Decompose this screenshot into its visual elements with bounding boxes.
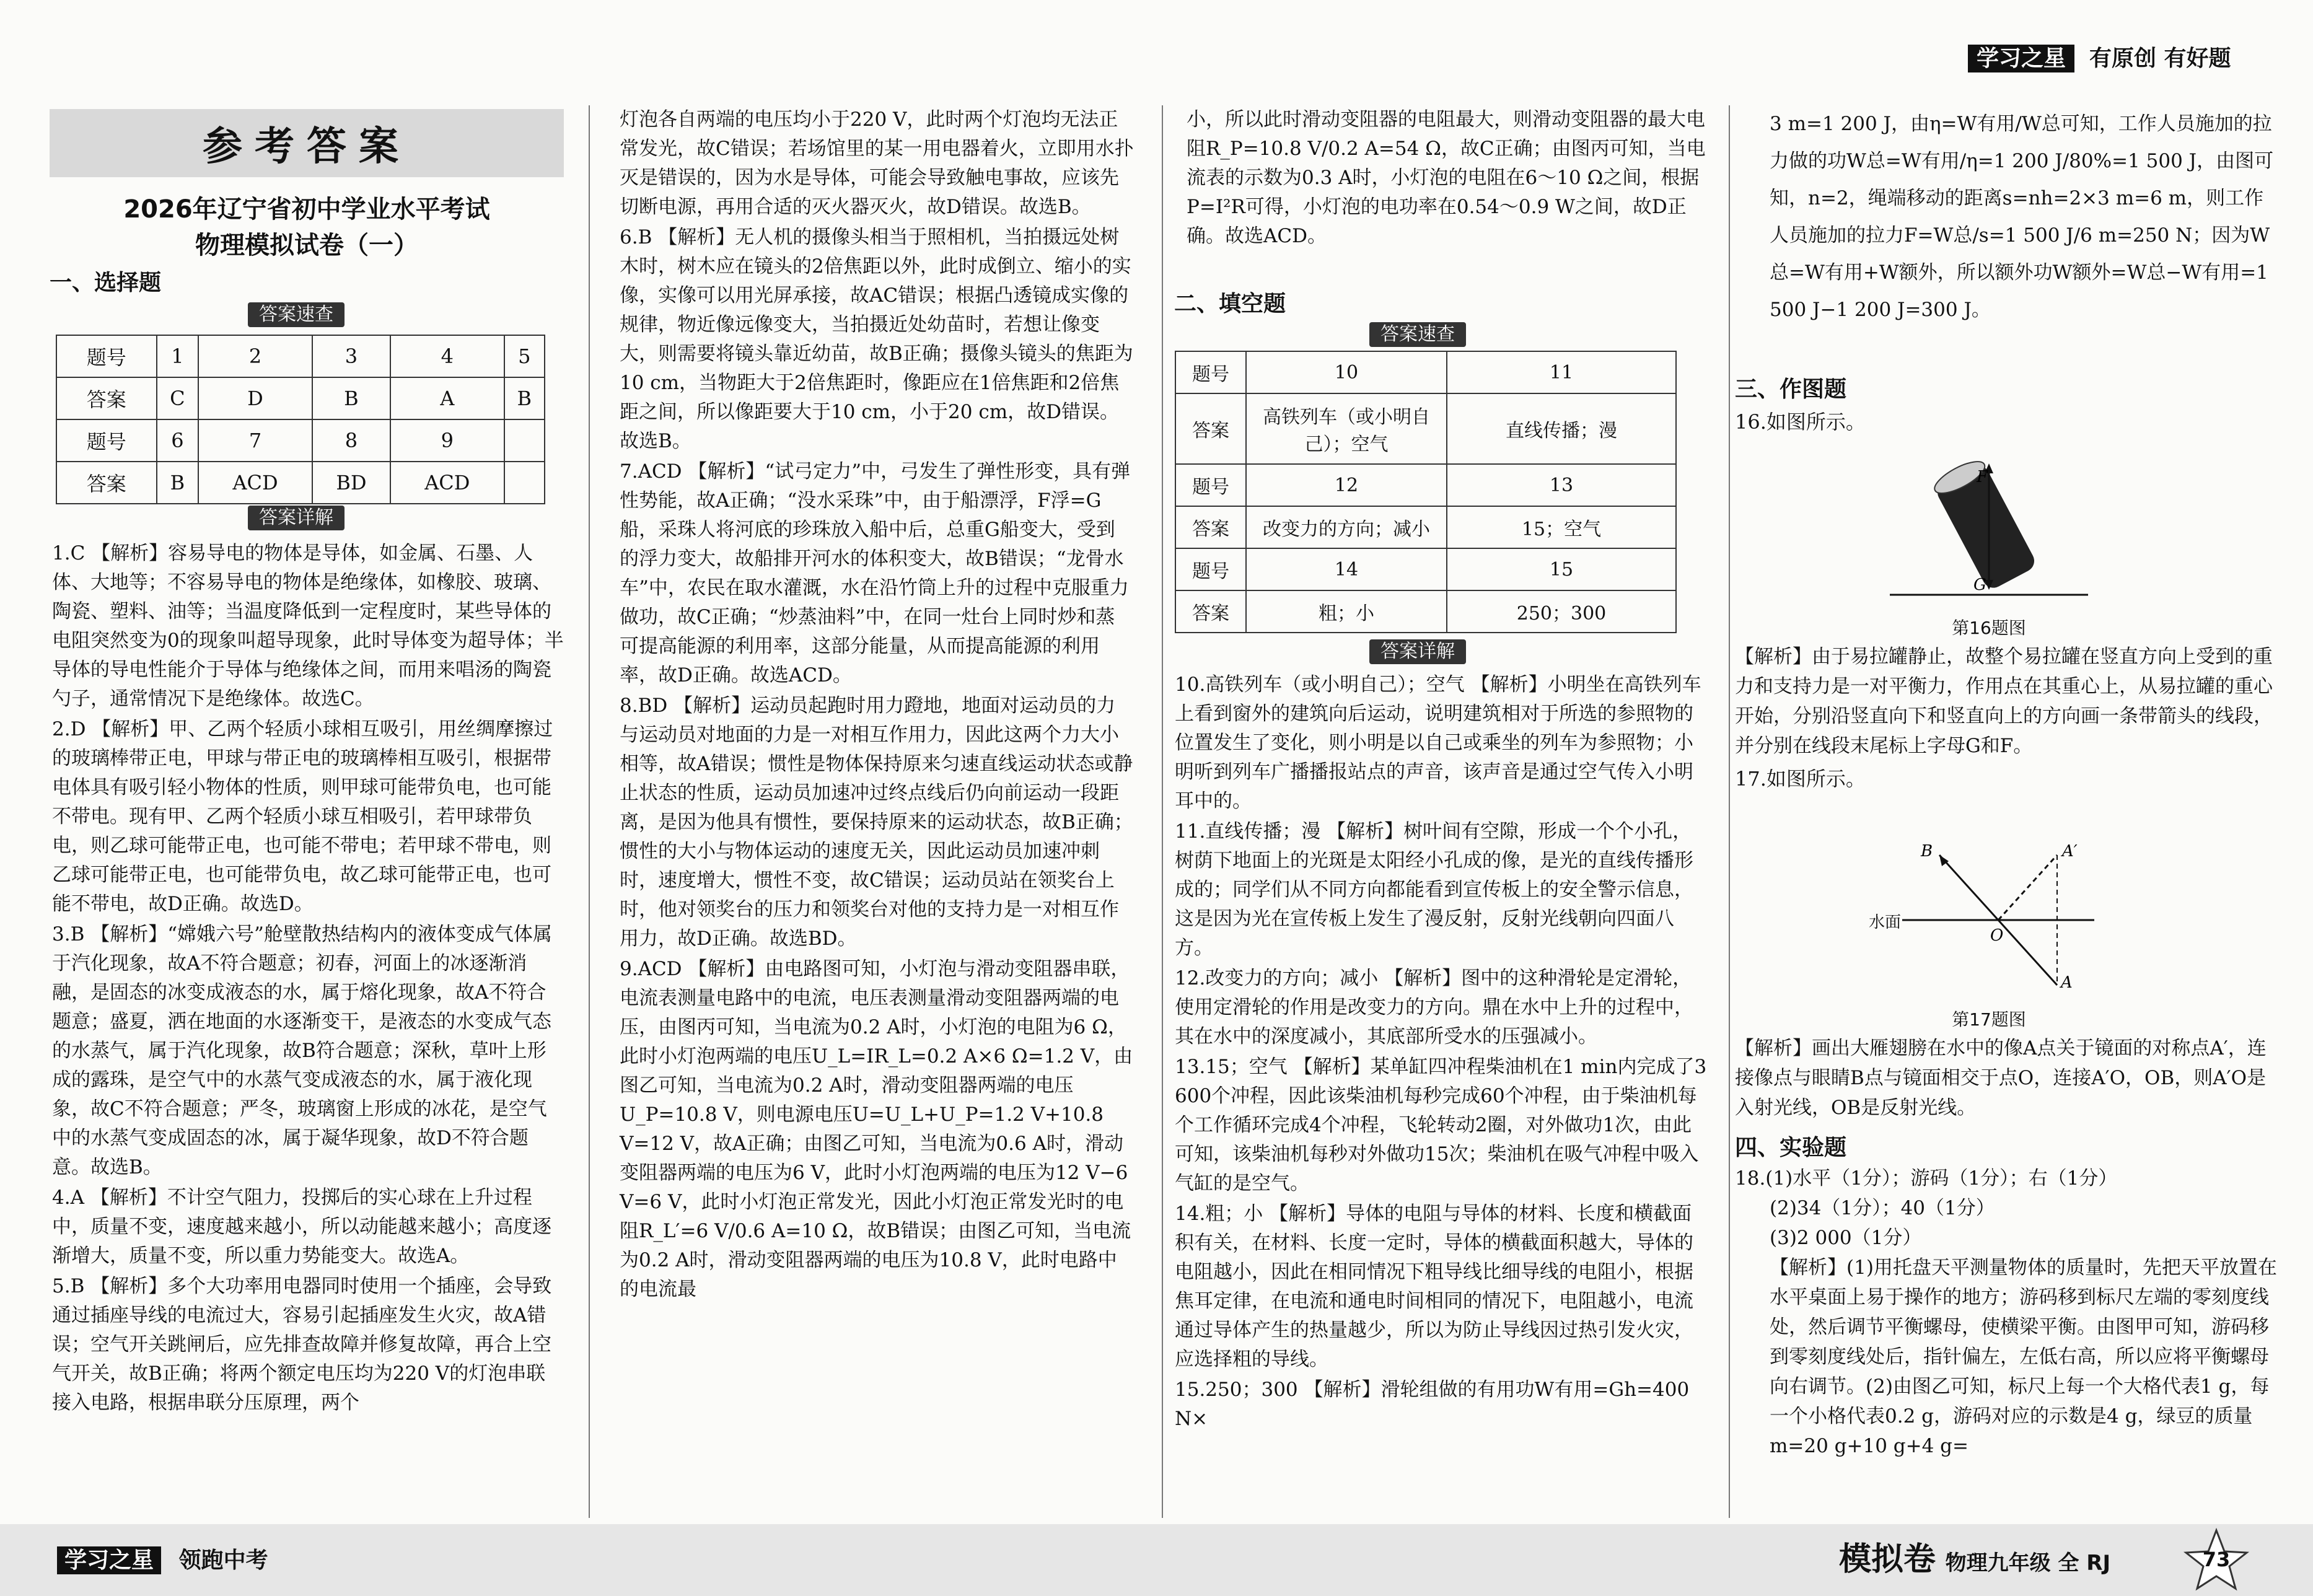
table-cell: 答案 — [56, 462, 157, 504]
table-row — [1175, 506, 1676, 548]
section-fill: 二、填空题 — [1174, 291, 1286, 317]
table-cell: 答案 — [1175, 590, 1246, 633]
column-divider — [589, 105, 590, 1518]
quick-label-text: 答案速查 — [248, 302, 345, 327]
table-row — [1175, 464, 1676, 506]
answer-18-line2: (2)34（1分）；40（1分） — [1770, 1197, 1995, 1219]
answer-18-line1: 18.(1)水平（1分）；游码（1分）；右（1分） — [1735, 1167, 2118, 1190]
footer-left — [57, 1545, 268, 1576]
footer-subject: 物理九年级 全 RJ — [1945, 1551, 2111, 1576]
table-cell: C — [157, 377, 199, 419]
answer-18-block — [1735, 1164, 2280, 1461]
answer-paragraph: 1.C 【解析】容易导电的物体是导体，如金属、石墨、人体、大地等；不容易导电的物体是绝缘体，如橡胶、玻璃、陶瓷、塑料、油等；当温度降低到一定程度时，某些导体的电阻突然变为0的现象叫超导现象，此时导体变为超导体；半导体的导电性能介于导体与绝缘体之间，而用来唱汤的陶瓷勺子，通常情况下是绝缘体。故选C。 — [52, 542, 564, 710]
table-cell: 直线传播；漫 — [1447, 393, 1676, 464]
col1-text — [52, 539, 564, 1419]
label-G: G — [1973, 576, 1986, 594]
page-number: 73 — [2202, 1548, 2231, 1571]
water-surface-label: 水面 — [1869, 913, 1902, 932]
table-cell: ACD — [390, 462, 504, 504]
table-cell: 粗；小 — [1246, 590, 1447, 633]
footer-brand-logo: 学习之星 — [57, 1546, 161, 1574]
answer-17: 【解析】画出大雁翅膀在水中的像A点关于镜面的对称点A′，连接像点与眼睛B点与镜面相交于点O，连接A′O，OB，则A′O是入射光线，OB是反射光线。 — [1735, 1037, 2267, 1119]
quick-label — [1369, 322, 1466, 347]
table-cell: D — [198, 377, 312, 419]
figure-17-caption: 第17题图 — [1952, 1009, 2026, 1030]
answer-paragraph: 9.ACD 【解析】由电路图可知，小灯泡与滑动变阻器串联，电流表测量电路中的电流，电压表测量滑动变阻器两端的电压，由图丙可知，当电流为0.2 A时，小灯泡的电阻为6 Ω，此时小灯泡两端的电压U_L=IR_L=0.2 A×6 Ω=1.2 V，由图乙可知，当电流为0.2 A时，滑动变阻器两端的电压U_P=10.8 V，则电源电压U=U_L+U_P=1.2 V+10.8 V=12 V，故A正确；由图乙可知，当电流为0.6 A时，滑动变阻器两端的电压为6 V，此时小灯泡两端的电压为12 V−6 V=6 V，此时小灯泡正常发光，因此小灯泡正常发光时的电阻R_L′=6 V/0.6 A=10 Ω，故B错误；由图乙可知，当电流为0.2 A时，滑动变阻器两端的电压为10.8 V，此时电路中的电流最 — [620, 958, 1133, 1300]
table-cell — [504, 462, 545, 504]
answer-paragraph: 小，所以此时滑动变阻器的电阻最大，则滑动变阻器的最大电阻R_P=10.8 V/0.2 A=54 Ω，故C正确；由图丙可知，当电流表的示数为0.3 A时，小灯泡的电阻在6～10 Ω之间，根据P=I²R可得，小灯泡的电功率在0.54～0.9 W之间，故D正确。故选ACD。 — [1187, 108, 1706, 247]
table-cell: 15；空气 — [1447, 506, 1676, 548]
footer-left-text: 领跑中考 — [178, 1548, 268, 1573]
answer-paragraph: 灯泡各自两端的电压均小于220 V，此时两个灯泡均无法正常发光，故C错误；若场馆里的某一用电器着火，立即用水扑灭是错误的，因为水是导体，可能会导致触电事故，应该先切断电源，再用合适的灭火器灭火，故D错误。故选B。 — [620, 108, 1134, 218]
label-F: F — [1977, 468, 1988, 486]
answer-paragraph: 3.B 【解析】“嫦娥六号”舱壁散热结构内的液体变成气体属于汽化现象，故A不符合题意；初春，河面上的冰逐渐消融，是固态的冰变成液态的水，属于熔化现象，故A不符合题意；盛夏，洒在地面的水逐渐变干，是液态的水变成气态的水蒸气，属于汽化现象，故B符合题意；深秋，草叶上形成的露珠，是空气中的水蒸气变成液态的水，属于液化现象，故C不符合题意；严冬，玻璃窗上形成的冰花，是空气中的水蒸气变成固态的冰，属于凝华现象，故D不符合题意。故选B。 — [52, 923, 552, 1178]
answer-18-analysis: 【解析】(1)用托盘天平测量物体的质量时，先把天平放置在水平桌面上易于操作的地方；游码移到标尺左端的零刻度线处，然后调节平衡螺母，使横梁平衡。由图甲可知，游码移到零刻度线处后，指针偏左，左低右高，所以应将平衡螺母向右调节。(2)由图乙可知，标尺上每一个大格代表1 g，每一个小格代表0.2 g，游码对应的示数是4 g，绿豆的质量m=20 g+10 g+4 g= — [1770, 1256, 2277, 1457]
table-cell: 答案 — [56, 377, 157, 419]
table-cell: 5 — [504, 335, 545, 377]
answer-paragraph: 14.粗；小 【解析】导体的电阻与导体的材料、长度和横截面积有关，在材料、长度一定时，导体的横截面积越大，导体的电阻越小，因此在相同情况下粗导线比细导线的电阻小，根据焦耳定律，在电流和通电时间相同的情况下，电阻越小，电流通过导体产生的热量越少，所以为防止导线因过热引发火灾，应选择粗的导线。 — [1175, 1203, 1693, 1370]
table-cell: 3 — [312, 335, 390, 377]
answer-paragraph: 7.ACD 【解析】“试弓定力”中，弓发生了弹性形变，具有弹性势能，故A正确；“没水采珠”中，由于船漂浮，F浮=G船，采珠人将河底的珍珠放入船中后，总重G船变大，受到的浮力变大，故船排开河水的体积变大，故B错误；“龙骨水车”中，农民在取水灌溉，水在沿竹筒上升的过程中克服重力做功，故C正确；“炒蒸油料”中，在同一灶台上同时炒和蒸可提高能源的利用率，这部分能量，从而提高能源的利用率，故D正确。故选ACD。 — [620, 460, 1131, 686]
answer-paragraph: 6.B 【解析】无人机的摄像头相当于照相机，当拍摄远处树木时，树木应在镜头的2倍焦距以外，此时成倒立、缩小的实像，实像可以用光屏承接，故AC错误；根据凸透镜成实像的规律，物近像远像变大，当拍摄近处幼苗时，若想让像变大，则需要将镜头靠近幼苗，故B正确；摄像头镜头的焦距为10 cm，当物距大于2倍焦距时，像距应在1倍焦距和2倍焦距之间，所以像距要大于10 cm，小于20 cm，故D错误。故选B。 — [620, 226, 1133, 452]
header-slogan: 有原创 有好题 — [2089, 46, 2231, 71]
table-cell: 改变力的方向；减小 — [1246, 506, 1447, 548]
table-cell: 15 — [1447, 548, 1676, 590]
detail-label-text: 答案详解 — [1369, 639, 1466, 664]
answer-16: 【解析】由于易拉罐静止，故整个易拉罐在竖直方向上受到的重力和支持力是一对平衡力，作用点在其重心上，从易拉罐的重心开始，分别沿竖直向下和竖直向上的方向画一条带箭头的线段，并分别在线段末尾标上字母G和F。 — [1735, 646, 2273, 757]
label-O: O — [1990, 926, 2004, 945]
label-B: B — [1921, 843, 1933, 861]
table-cell: 题号 — [56, 335, 157, 377]
footer-right — [1839, 1538, 2110, 1581]
table-cell: ACD — [198, 462, 312, 504]
figure-17-reflection — [1877, 843, 2113, 1004]
label-A-prime: A′ — [2062, 843, 2078, 861]
reflected-ray — [1939, 855, 1998, 920]
section-drawing: 三、作图题 — [1735, 377, 1847, 402]
answer-paragraph: 12.改变力的方向；减小 【解析】图中的这种滑轮是定滑轮，使用定滑轮的作用是改变力的方向。鼎在水中上升的过程中，其在水中的深度减小，其底部所受水的压强减小。 — [1175, 967, 1693, 1048]
question-17: 17.如图所示。 — [1735, 767, 1866, 791]
table-row — [1175, 548, 1676, 590]
answer-table-fill — [1175, 351, 1677, 633]
figure-16-can — [1884, 440, 2094, 607]
answer-paragraph: 2.D 【解析】甲、乙两个轻质小球相互吸引，用丝绸摩擦过的玻璃棒带正电，甲球与带正电的玻璃棒相互吸引，根据带电体具有吸引轻小物体的性质，则甲球可能带负电，也可能不带电。现有甲、乙两个轻质小球互相吸引，若甲球带负电，则乙球可能带正电，也可能不带电；若甲球不带电，则乙球可能带正电，也可能带负电，故乙球可能带正电，也可能不带电，故D正确。故选D。 — [52, 718, 553, 915]
table-cell: 高铁列车（或小明自己）；空气 — [1246, 393, 1447, 464]
table-cell: 9 — [390, 419, 504, 462]
table-cell: B — [312, 377, 390, 419]
incident-ray — [1998, 920, 2057, 985]
table-cell: 题号 — [56, 419, 157, 462]
question-16: 16.如图所示。 — [1735, 410, 1866, 434]
table-row — [56, 462, 545, 504]
header-brand — [1968, 42, 2074, 76]
section-choice: 一、选择题 — [50, 270, 162, 296]
column-divider — [1162, 105, 1163, 1518]
column-divider — [1729, 105, 1730, 1518]
answer-paragraph: 8.BD 【解析】运动员起跑时用力蹬地，地面对运动员的力与运动员对地面的力是一对相互作用力，因此这两个力大小相等，故A错误；惯性是物体保持原来匀速直线运动状态或静止状态的性质，运动员加速冲过终点线后仍向前运动一段距离，是因为他具有惯性，要保持原来的运动状态，故B正确；惯性的大小与物体运动的速度无关，因此运动员加速冲刺时，速度增大，惯性不变，故C错误；运动员站在领奖台上时，他对领奖台的压力和领奖台对他的支持力是一对相互作用力，故D正确。故选BD。 — [620, 695, 1133, 950]
answer-paragraph: 15.250；300 【解析】滑轮组做的有用功W有用=Gh=400 N× — [1175, 1379, 1690, 1430]
page-banner: 参考答案 — [50, 109, 564, 177]
table-row — [56, 335, 545, 377]
table-cell: 12 — [1246, 464, 1447, 506]
answer-paragraph: 10.高铁列车（或小明自己）；空气 【解析】小明坐在高铁列车上看到窗外的建筑向后运动，说明建筑相对于所选的参照物的位置发生了变化，则小明是以自己或乘坐的列车为参照物；小明听到列车广播播报站点的声音，该声音是通过空气传入小明耳中的。 — [1175, 673, 1701, 812]
col3-text-top — [1187, 105, 1707, 252]
table-cell: 1 — [157, 335, 199, 377]
table-cell: 8 — [312, 419, 390, 462]
table-row — [1175, 351, 1676, 393]
answer-paragraph: 4.A 【解析】不计空气阻力，投掷后的实心球在上升过程中，质量不变，速度越来越小，所以动能越来越小；高度逐渐增大，质量不变，所以重力势能变大。故选A。 — [52, 1186, 551, 1267]
table-cell: 题号 — [1175, 548, 1246, 590]
table-cell: 13 — [1447, 464, 1676, 506]
table-cell: 10 — [1246, 351, 1447, 393]
quick-label — [248, 302, 345, 327]
answer-paragraph: 5.B 【解析】多个大功率用电器同时使用一个插座，会导致通过插座导线的电流过大，容易引起插座发生火灾，故A错误；空气开关跳闸后，应先排查故障并修复故障，再合上空气开关，故B正确；将两个额定电压均为220 V的灯泡串联接入电路，根据串联分压原理，两个 — [52, 1275, 552, 1414]
answer-paragraph: 3 m=1 200 J，由η=W有用/W总可知，工作人员施加的拉力做的功W总=W有用/η=1 200 J/80%=1 500 J，由图可知，n=2，绳端移动的距离s=nh=2×3 m=6 m，则工作人员施加的拉力F=W总/s=1 500 J/6 m=250 N；因为W总=W有用+W额外，所以额外功W额外=W总−W有用=1 500 J−1 200 J=300 J。 — [1770, 113, 2274, 321]
exam-title-line1: 2026年辽宁省初中学业水平考试 — [123, 195, 490, 224]
exam-title-line2: 物理模拟试卷（一） — [195, 231, 418, 260]
detail-label — [248, 506, 345, 530]
table-cell: B — [157, 462, 199, 504]
table-cell: A — [390, 377, 504, 419]
detail-label-text: 答案详解 — [248, 506, 345, 530]
col2-text — [620, 105, 1134, 1305]
table-row — [56, 419, 545, 462]
table-cell — [504, 419, 545, 462]
virtual-ray — [1998, 855, 2057, 920]
section-experiment: 四、实验题 — [1735, 1135, 1847, 1160]
brand-logo: 学习之星 — [1968, 45, 2074, 72]
table-cell: 答案 — [1175, 393, 1246, 464]
table-row — [1175, 590, 1676, 633]
footer-bar — [0, 1524, 2313, 1596]
label-A: A — [2061, 973, 2073, 992]
table-row — [1175, 393, 1676, 464]
detail-label — [1369, 639, 1466, 664]
quick-label-text: 答案速查 — [1369, 322, 1466, 347]
footer-series: 模拟卷 — [1839, 1541, 1936, 1578]
answer-paragraph: 11.直线传播；漫 【解析】树叶间有空隙，形成一个个小孔，树荫下地面上的光斑是太阳经小孔成的像，是光的直线传播形成的；同学们从不同方向都能看到宣传板上的安全警示信息，这是因为光在宣传板上发生了漫反射，反射光线朝向四面八方。 — [1175, 820, 1693, 959]
figure-16-caption: 第16题图 — [1952, 618, 2026, 638]
table-row — [56, 377, 545, 419]
table-cell: 7 — [198, 419, 312, 462]
table-cell: B — [504, 377, 545, 419]
table-cell: 4 — [390, 335, 504, 377]
answer-table-choice — [56, 335, 545, 504]
col3-text — [1175, 670, 1708, 1435]
table-cell: 6 — [157, 419, 199, 462]
table-cell: 题号 — [1175, 464, 1246, 506]
answer-18-line3: (3)2 000（1分） — [1770, 1227, 1922, 1249]
table-cell: 答案 — [1175, 506, 1246, 548]
table-cell: 11 — [1447, 351, 1676, 393]
table-cell: 2 — [198, 335, 312, 377]
table-cell: 250；300 — [1447, 590, 1676, 633]
table-cell: 14 — [1246, 548, 1447, 590]
col4-text-top — [1735, 105, 2280, 330]
answer-paragraph: 13.15；空气 【解析】某单缸四冲程柴油机在1 min内完成了3 600个冲程，因此该柴油机每秒完成60个冲程，由于柴油机每个工作循环完成4个冲程，飞轮转动2圈，对外做功1次，由此可知，该柴油机每秒对外做功15次；柴油机在吸气冲程中吸入气缸的是空气。 — [1175, 1056, 1707, 1195]
table-cell: BD — [312, 462, 390, 504]
table-cell: 题号 — [1175, 351, 1246, 393]
